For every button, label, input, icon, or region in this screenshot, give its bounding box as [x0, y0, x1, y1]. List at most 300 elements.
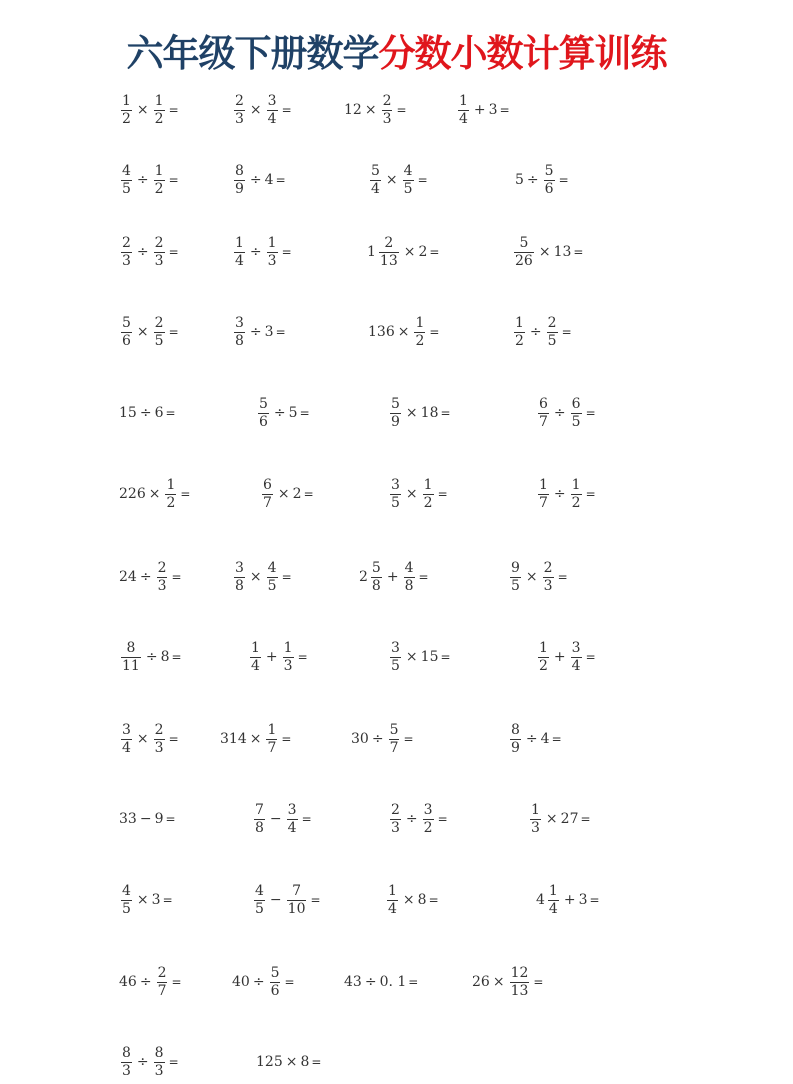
number: 314: [220, 731, 247, 747]
equals-sign: =: [437, 812, 448, 826]
equals-sign: =: [165, 812, 176, 826]
operator-symbol: ÷: [553, 486, 566, 502]
equals-sign: =: [561, 325, 572, 339]
number: 40: [232, 974, 250, 990]
fraction-denominator: 9: [235, 180, 244, 197]
fraction-denominator: 3: [382, 110, 392, 127]
fraction-numerator: 1: [515, 314, 524, 331]
fraction: [267, 560, 278, 595]
operator-symbol: ÷: [553, 405, 566, 421]
fraction-denominator: 4: [235, 252, 244, 269]
number: 5: [288, 405, 298, 421]
number: 12: [344, 102, 362, 118]
math-problem: [119, 230, 179, 274]
math-problem: [536, 391, 596, 435]
math-problem: [512, 310, 572, 354]
fraction-numerator: 7: [292, 882, 302, 899]
equals-sign: =: [171, 570, 182, 584]
fraction: [404, 560, 415, 595]
fraction: [538, 640, 549, 675]
math-problem: [232, 960, 295, 1004]
mixed-number-whole: 1: [367, 244, 376, 260]
operator-symbol: ×: [403, 244, 416, 260]
number: 26: [472, 974, 490, 990]
number: 6: [154, 405, 164, 421]
fraction-denominator: 4: [251, 657, 260, 674]
fraction: [571, 640, 582, 675]
math-problem: [232, 230, 292, 274]
equals-sign: =: [428, 893, 439, 907]
fraction-numerator: 5: [519, 234, 529, 251]
math-problem: [232, 555, 292, 599]
fraction-denominator: 2: [154, 110, 164, 127]
fraction-denominator: 2: [154, 180, 164, 197]
fraction-numerator: 5: [371, 162, 380, 179]
fraction-numerator: 8: [511, 721, 520, 738]
math-problem: [119, 88, 179, 132]
fraction-numerator: 5: [391, 395, 400, 412]
fraction-numerator: 2: [154, 314, 164, 331]
equals-sign: =: [171, 650, 182, 664]
fraction-denominator: 5: [154, 332, 164, 349]
fraction-numerator: 1: [154, 162, 164, 179]
fraction: [154, 722, 165, 757]
fraction-numerator: 3: [391, 639, 400, 656]
number: 8: [300, 1054, 310, 1070]
math-problem: [232, 88, 292, 132]
equals-sign: =: [284, 975, 295, 989]
fraction: [165, 477, 176, 512]
fraction-denominator: 2: [423, 819, 433, 836]
problem-row: [0, 555, 793, 599]
fraction-numerator: 5: [122, 314, 131, 331]
fraction: [254, 802, 265, 837]
fraction: [414, 315, 425, 350]
fraction: [287, 883, 307, 918]
fraction: [154, 235, 165, 270]
fraction-denominator: 3: [154, 1062, 164, 1079]
equals-sign: =: [558, 173, 569, 187]
fraction-numerator: 2: [382, 92, 392, 109]
fraction-numerator: 3: [267, 92, 277, 109]
fraction-numerator: 2: [154, 234, 164, 251]
fraction-numerator: 1: [122, 92, 131, 109]
problem-row: [0, 1040, 793, 1084]
fraction-denominator: 5: [571, 413, 581, 430]
fraction-numerator: 5: [544, 162, 554, 179]
math-problem: [252, 797, 312, 841]
fraction: [234, 163, 245, 198]
mixed-number-whole: 2: [359, 569, 368, 585]
fraction: [544, 163, 555, 198]
operator-symbol: ÷: [249, 324, 262, 340]
fraction-denominator: 2: [423, 494, 433, 511]
operator-symbol: ÷: [252, 974, 265, 990]
equals-sign: =: [429, 245, 440, 259]
title-part-grade: 六年级下册数学: [126, 32, 379, 75]
math-problem: [388, 391, 451, 435]
equals-sign: =: [429, 325, 440, 339]
equals-sign: =: [162, 893, 173, 907]
math-problem: [456, 88, 510, 132]
fraction: [121, 163, 132, 198]
operator-symbol: ×: [492, 974, 505, 990]
fraction-denominator: 3: [122, 1062, 131, 1079]
operator-symbol: ×: [525, 569, 538, 585]
fraction-numerator: 4: [403, 162, 413, 179]
fraction-denominator: 9: [511, 739, 520, 756]
problem-row: [0, 472, 793, 516]
number: 9: [154, 811, 164, 827]
operator-symbol: ×: [249, 569, 262, 585]
fraction-denominator: 2: [515, 332, 524, 349]
math-problem: [368, 158, 428, 202]
equals-sign: =: [168, 173, 179, 187]
operator-symbol: ÷: [136, 172, 149, 188]
fraction-denominator: 5: [391, 494, 400, 511]
fraction: [121, 722, 132, 757]
operator-symbol: ÷: [526, 172, 539, 188]
fraction: [266, 722, 277, 757]
fraction-numerator: 8: [235, 162, 244, 179]
fraction-denominator: 7: [157, 982, 167, 999]
equals-sign: =: [557, 570, 568, 584]
operator-symbol: ×: [136, 324, 149, 340]
fraction-denominator: 5: [255, 900, 264, 917]
fraction-numerator: 3: [235, 314, 244, 331]
math-problem: [119, 797, 176, 841]
fraction-denominator: 8: [371, 577, 381, 594]
operator-symbol: ÷: [139, 974, 152, 990]
number: 136: [368, 324, 395, 340]
math-problem: [388, 472, 448, 516]
number: 24: [119, 569, 137, 585]
number: 3: [264, 324, 274, 340]
fraction-denominator: 8: [404, 577, 414, 594]
fraction: [423, 802, 434, 837]
equals-sign: =: [275, 325, 286, 339]
equals-sign: =: [310, 893, 321, 907]
problem-row: [0, 391, 793, 435]
fraction: [547, 315, 558, 350]
fraction-denominator: 5: [511, 577, 520, 594]
math-problem: [351, 717, 414, 761]
math-problem: [252, 878, 321, 922]
fraction-numerator: 2: [157, 559, 167, 576]
fraction: [267, 235, 278, 270]
fraction-numerator: 2: [391, 801, 400, 818]
fraction-numerator: 12: [510, 964, 529, 981]
fraction-denominator: 4: [122, 739, 131, 756]
equals-sign: =: [297, 650, 308, 664]
math-problem: [359, 555, 429, 599]
fraction: [387, 883, 398, 918]
fraction: [571, 396, 582, 431]
equals-sign: =: [437, 487, 448, 501]
fraction-numerator: 3: [571, 639, 581, 656]
fraction: [390, 477, 401, 512]
fraction-numerator: 3: [287, 801, 297, 818]
operator-symbol: ÷: [136, 244, 149, 260]
math-problem: [256, 391, 310, 435]
fraction-denominator: 2: [415, 332, 425, 349]
fraction-numerator: 1: [267, 721, 277, 738]
fraction: [510, 722, 521, 757]
fraction: [234, 235, 245, 270]
fraction-numerator: 5: [389, 721, 399, 738]
problem-row: [0, 230, 793, 274]
fraction-numerator: 3: [235, 559, 244, 576]
fraction-denominator: 13: [510, 982, 529, 999]
fraction-denominator: 5: [403, 180, 413, 197]
fraction-denominator: 3: [543, 577, 553, 594]
fraction: [371, 560, 382, 595]
math-problem: [344, 88, 407, 132]
math-problem: [119, 472, 190, 516]
fraction: [530, 802, 541, 837]
math-problem: [515, 158, 569, 202]
operator-symbol: ×: [545, 811, 558, 827]
number: 5: [515, 172, 524, 188]
fraction-denominator: 5: [547, 332, 557, 349]
fraction-denominator: 5: [122, 180, 131, 197]
number: 15: [119, 405, 137, 421]
fraction: [121, 93, 132, 128]
fraction: [379, 235, 399, 270]
fraction-denominator: 5: [267, 577, 277, 594]
equals-sign: =: [533, 975, 544, 989]
number: 2: [292, 486, 302, 502]
fraction-numerator: 3: [122, 721, 131, 738]
fraction-denominator: 7: [539, 494, 548, 511]
math-problem: [536, 635, 596, 679]
math-problem: [368, 310, 439, 354]
equals-sign: =: [585, 406, 596, 420]
fraction: [548, 883, 559, 918]
equals-sign: =: [499, 103, 510, 117]
fraction-denominator: 7: [389, 739, 399, 756]
number: 4: [540, 731, 550, 747]
fraction: [543, 560, 554, 595]
fraction-numerator: 1: [154, 92, 164, 109]
fraction: [403, 163, 414, 198]
fraction-numerator: 2: [384, 234, 394, 251]
operator-symbol: ×: [136, 102, 149, 118]
fraction-denominator: 4: [459, 110, 468, 127]
equals-sign: =: [417, 173, 428, 187]
fraction-numerator: 1: [166, 476, 176, 493]
fraction-numerator: 1: [251, 639, 260, 656]
equals-sign: =: [440, 650, 451, 664]
operator-symbol: ×: [405, 486, 418, 502]
math-problem: [536, 878, 600, 922]
operator-symbol: −: [139, 811, 152, 827]
fraction-denominator: 2: [166, 494, 176, 511]
equals-sign: =: [408, 975, 419, 989]
number: 0. 1: [379, 974, 407, 990]
fraction: [510, 965, 530, 1000]
fraction-numerator: 9: [511, 559, 520, 576]
operator-symbol: ×: [249, 731, 262, 747]
fraction-numerator: 1: [415, 314, 425, 331]
fraction-denominator: 3: [391, 819, 400, 836]
title-part-topic: 分数小数计算训练: [378, 32, 667, 75]
fraction-denominator: 3: [154, 252, 164, 269]
math-problem: [388, 635, 451, 679]
operator-symbol: ×: [136, 731, 149, 747]
math-problem: [220, 717, 291, 761]
fraction: [258, 396, 269, 431]
number: 27: [560, 811, 579, 827]
number: 2: [418, 244, 428, 260]
fraction-numerator: 6: [263, 476, 272, 493]
fraction: [382, 93, 393, 128]
fraction: [250, 640, 261, 675]
fraction-numerator: 2: [122, 234, 131, 251]
fraction: [121, 235, 132, 270]
operator-symbol: ÷: [525, 731, 538, 747]
fraction-denominator: 10: [287, 900, 306, 917]
fraction: [157, 560, 168, 595]
fraction: [270, 965, 281, 1000]
operator-symbol: ×: [402, 892, 415, 908]
fraction: [510, 560, 521, 595]
problem-row: [0, 797, 793, 841]
fraction-denominator: 4: [548, 900, 558, 917]
fraction: [262, 477, 273, 512]
math-problem: [248, 635, 308, 679]
fraction-denominator: 4: [287, 819, 297, 836]
fraction: [389, 722, 400, 757]
fraction: [390, 802, 401, 837]
fraction-numerator: 4: [255, 882, 264, 899]
math-problem: [512, 230, 583, 274]
operator-symbol: ×: [385, 172, 398, 188]
equals-sign: =: [396, 103, 407, 117]
equals-sign: =: [580, 812, 591, 826]
fraction-denominator: 7: [263, 494, 272, 511]
fraction-denominator: 7: [267, 739, 277, 756]
fraction-numerator: 2: [543, 559, 553, 576]
math-problem: [119, 391, 176, 435]
math-problem: [385, 878, 439, 922]
equals-sign: =: [303, 487, 314, 501]
fraction-denominator: 3: [157, 577, 167, 594]
number: 125: [256, 1054, 283, 1070]
fraction-denominator: 9: [391, 413, 400, 430]
fraction: [390, 640, 401, 675]
fraction-numerator: 5: [371, 559, 381, 576]
fraction: [121, 1045, 132, 1080]
fraction: [514, 315, 525, 350]
fraction-numerator: 3: [423, 801, 433, 818]
fraction-numerator: 4: [267, 559, 277, 576]
fraction-numerator: 4: [122, 882, 131, 899]
math-problem: [232, 158, 286, 202]
fraction-denominator: 6: [259, 413, 268, 430]
fraction-numerator: 1: [539, 639, 548, 656]
fraction: [121, 315, 132, 350]
fraction-denominator: 2: [539, 657, 548, 674]
fraction-numerator: 1: [423, 476, 433, 493]
equals-sign: =: [168, 325, 179, 339]
fraction-numerator: 2: [235, 92, 244, 109]
fraction: [514, 235, 534, 270]
math-problem: [119, 555, 182, 599]
fraction-denominator: 13: [379, 252, 398, 269]
fraction-denominator: 4: [388, 900, 397, 917]
math-problem: [508, 555, 568, 599]
equals-sign: =: [165, 406, 176, 420]
fraction: [234, 315, 245, 350]
fraction: [157, 965, 168, 1000]
equals-sign: =: [281, 245, 292, 259]
fraction: [423, 477, 434, 512]
math-problem: [256, 1040, 321, 1084]
operator-symbol: ÷: [136, 1054, 149, 1070]
operator-symbol: ×: [405, 405, 418, 421]
operator-symbol: ×: [405, 649, 418, 665]
fraction-denominator: 6: [122, 332, 131, 349]
fraction: [154, 163, 165, 198]
fraction-numerator: 2: [547, 314, 557, 331]
operator-symbol: ÷: [371, 731, 384, 747]
fraction: [458, 93, 469, 128]
math-problem: [119, 878, 173, 922]
fraction-numerator: 7: [255, 801, 264, 818]
fraction-denominator: 26: [515, 252, 533, 269]
mixed-number-whole: 4: [536, 892, 545, 908]
fraction-numerator: 1: [459, 92, 468, 109]
math-problem: [232, 310, 286, 354]
math-problem: [119, 158, 179, 202]
number: 15: [420, 649, 439, 665]
fraction-denominator: 6: [544, 180, 554, 197]
number: 8: [417, 892, 427, 908]
operator-symbol: +: [553, 649, 566, 665]
operator-symbol: ×: [249, 102, 262, 118]
fraction-denominator: 8: [255, 819, 264, 836]
number: 8: [160, 649, 170, 665]
fraction-denominator: 3: [122, 252, 131, 269]
fraction: [154, 93, 165, 128]
problem-row: [0, 635, 793, 679]
math-problem: [367, 230, 439, 274]
operator-symbol: +: [265, 649, 278, 665]
operator-symbol: ×: [285, 1054, 298, 1070]
fraction-numerator: 1: [267, 234, 277, 251]
equals-sign: =: [299, 406, 310, 420]
equals-sign: =: [311, 1055, 322, 1069]
fraction-numerator: 8: [122, 1044, 131, 1061]
math-problem: [472, 960, 543, 1004]
math-problem: [508, 717, 562, 761]
number: 3: [488, 102, 498, 118]
fraction: [154, 1045, 165, 1080]
fraction-numerator: 2: [157, 964, 167, 981]
fraction-numerator: 5: [270, 964, 280, 981]
fraction: [234, 560, 245, 595]
operator-symbol: ÷: [145, 649, 158, 665]
fraction-denominator: 3: [235, 110, 244, 127]
fraction-numerator: 5: [259, 395, 268, 412]
fraction-numerator: 6: [571, 395, 581, 412]
equals-sign: =: [589, 893, 600, 907]
operator-symbol: −: [269, 892, 282, 908]
fraction-denominator: 4: [267, 110, 277, 127]
equals-sign: =: [281, 103, 292, 117]
fraction-denominator: 2: [122, 110, 131, 127]
